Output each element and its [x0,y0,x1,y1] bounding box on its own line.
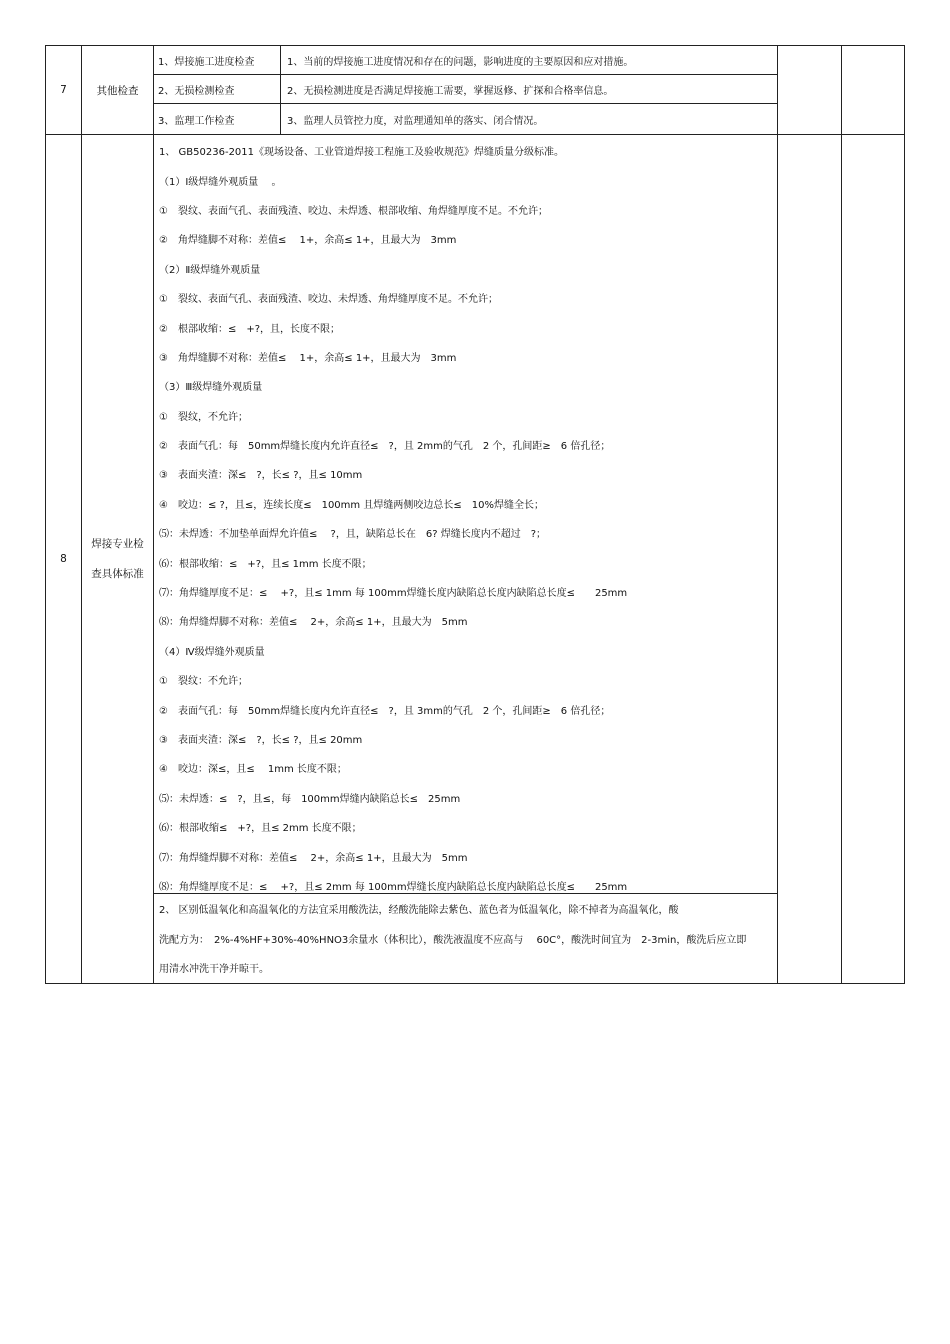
standard-line: ② 角焊缝脚不对称：差值≤ 1+，余高≤ 1+，且最大为 3mm [159,235,457,247]
acid-wash-line: 2、 区别低温氧化和高温氧化的方法宜采用酸洗法，经酸洗能除去紫色、蓝色者为低温氧化，除不掉者为高温氧化，酸 [159,905,679,917]
acid-wash-line: 洗配方为： 2%-4%HF+30%-40%HNO3余量水（体积比），酸洗液温度不应高与 60C°，酸洗时间宜为 2-3min，酸洗后应立即 [159,934,747,946]
standard-line: ① 裂纹、表面气孔、表面残渣、咬边、未焊透、根部收缩、角焊缝厚度不足。不允许； [159,205,548,217]
standard-line: ③ 表面夹渣：深≤ ?，长≤ ?，且≤ 20mm [159,735,363,746]
table-row-7 [45,45,905,135]
row-category [81,135,153,983]
standard-line: ③ 角焊缝脚不对称：差值≤ 1+，余高≤ 1+，且最大为 3mm [159,352,457,364]
blank-cell [841,46,904,134]
standard-line: （1）Ⅰ级焊缝外观质量 。 [159,176,282,188]
blank-cell [777,46,841,134]
standard-line: （4）Ⅳ级焊缝外观质量 [159,646,265,658]
standard-line: ⑸：未焊透：≤ ?，且≤，每 100mm焊缝内缺陷总长≤ 25mm [159,793,461,805]
standard-line: 1、 GB50236-2011《现场设备、工业管道焊接工程施工及验收规范》焊缝质量分级标准。 [159,147,565,159]
standards-list [154,135,777,900]
check-description: 3、监理人员管控力度，对监理通知单的落实、闭合情况。 [287,115,544,127]
table-row-8 [45,135,905,984]
standard-line: ④ 咬边：≤ ?，且≤，连续长度≤ 100mm 且焊缝两侧咬边总长≤ 10%焊缝全长； [159,499,544,511]
standard-line: ① 裂纹：不允许； [159,676,248,688]
sub-row [154,104,777,134]
standard-line: ⑹：根部收缩：≤ +?，且≤ 1mm 长度不限； [159,558,372,570]
check-item: 3、监理工作检查 [154,104,281,134]
standard-line: ⑻：角焊缝焊脚不对称：差值≤ 2+，余高≤ 1+，且最大为 5mm [159,617,468,629]
row-items [153,46,777,134]
check-item: 2、无损检测检查 [154,75,281,103]
standard-line: （2）Ⅱ级焊缝外观质量 [159,264,261,276]
inspection-table [45,45,905,984]
standard-line: ⑻：角焊缝厚度不足：≤ +?，且≤ 2mm 每 100mm焊缝长度内缺陷总长度内缺陷总长度≤ 25mm [159,881,628,893]
standard-line: ③ 表面夹渣：深≤ ?，长≤ ?，且≤ 10mm [159,470,363,482]
blank-cell [777,135,841,983]
check-description: 1、当前的焊接施工进度情况和存在的问题，影响进度的主要原因和应对措施。 [287,56,634,68]
row-number: 8 [60,553,67,565]
row-number: 7 [60,84,67,96]
standard-line: ⑺：角焊缝焊脚不对称：差值≤ 2+，余高≤ 1+，且最大为 5mm [159,852,468,864]
standard-line: ④ 咬边：深≤，且≤ 1mm 长度不限； [159,764,347,776]
standard-line: ⑸：未焊透：不加垫单面焊允许值≤ ?，且，缺陷总长在 6? 焊缝长度内不超过 ?； [159,529,547,541]
blank-cell [841,135,904,983]
standard-line: ① 裂纹，不允许； [159,411,248,423]
check-description: 2、无损检测进度是否满足焊接施工需要，掌握返修、扩探和合格率信息。 [287,85,614,97]
sub-row [154,46,777,75]
standard-line: ② 表面气孔：每 50mm焊缝长度内允许直径≤ ?，且 3mm的气孔 2 个，孔间距≥ 6 倍孔径； [159,705,611,717]
sub-row [154,75,777,104]
row-category: 其他检查 [81,46,153,134]
standard-line: ⑹：根部收缩≤ +?，且≤ 2mm 长度不限； [159,823,362,835]
category-line: 焊接专业检 [91,538,144,550]
standard-line: ① 裂纹、表面气孔、表面残渣、咬边、未焊透、角焊缝厚度不足。不允许； [159,294,498,306]
acid-wash-line: 用清水冲洗干净并晾干。 [159,963,269,975]
standard-line: ② 表面气孔：每 50mm焊缝长度内允许直径≤ ?，且 2mm的气孔 2 个，孔间距≥ 6 倍孔径； [159,441,611,453]
standard-line: ② 根部收缩：≤ +?，且，长度不限； [159,323,341,335]
check-item: 1、焊接施工进度检查 [154,46,281,74]
acid-wash-section [154,893,777,983]
standards-cell [153,135,777,983]
category-line: 查具体标准 [91,568,144,580]
standard-line: ⑺：角焊缝厚度不足：≤ +?，且≤ 1mm 每 100mm焊缝长度内缺陷总长度内缺陷总长度≤ 25mm [159,588,628,600]
standard-line: （3）Ⅲ级焊缝外观质量 [159,382,263,394]
